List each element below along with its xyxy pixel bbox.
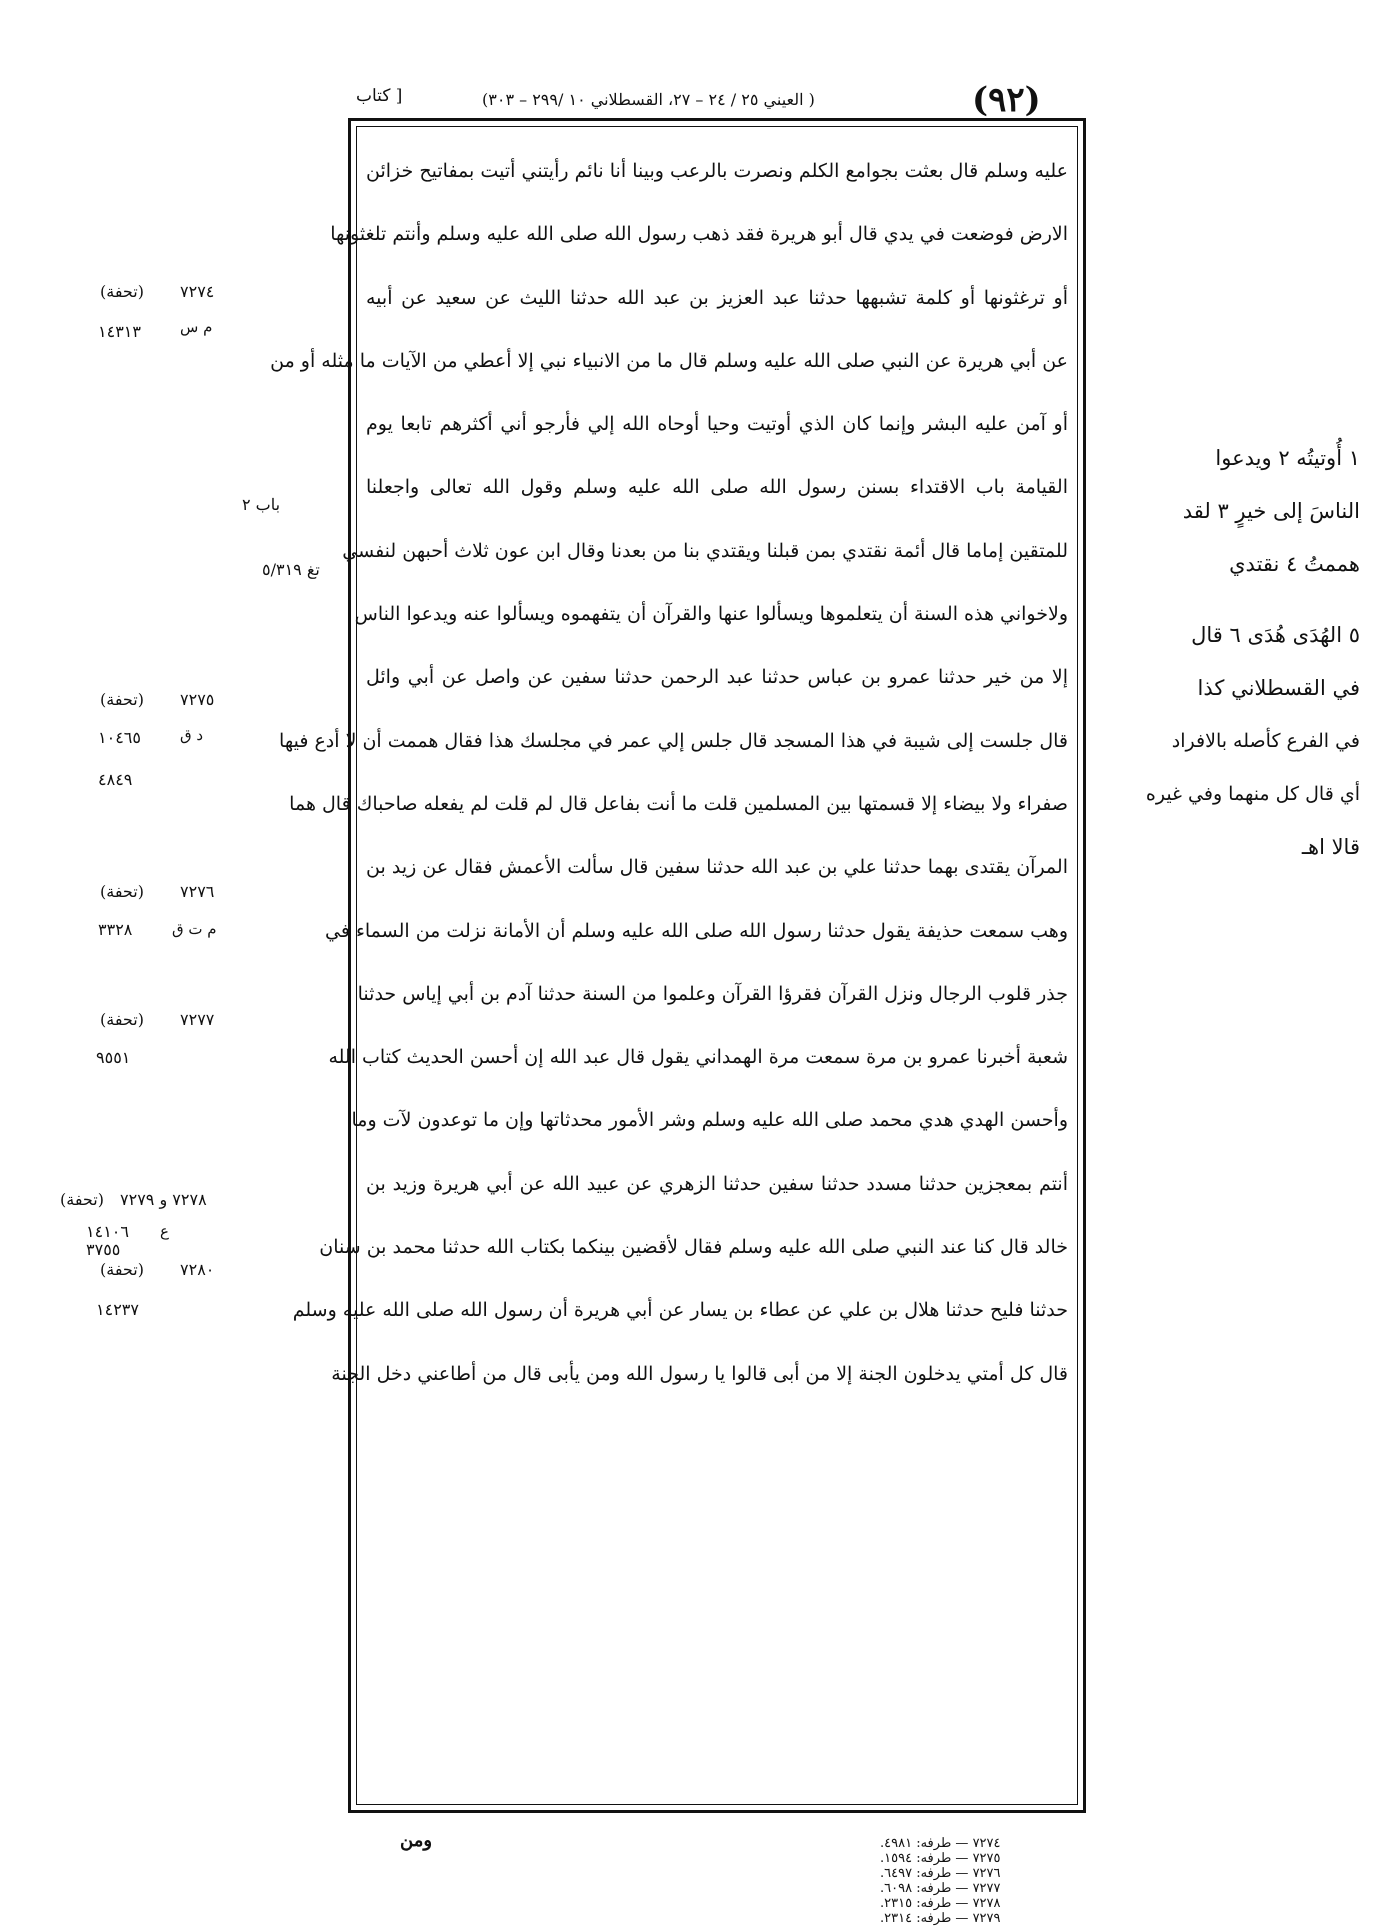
margin-code: د ق	[180, 726, 204, 744]
text-line: عليه وسلم قال بعثت بجوامع الكلم ونصرت بالرعب وبينا أنا نائم رأيتني أتيت بمفاتيح خزائن	[366, 160, 1068, 182]
margin-code-number: ٣٣٢٨	[98, 920, 133, 939]
text-line: إلا من خير حدثنا عمرو بن عباس حدثنا عبد الرحمن حدثنا سفين عن واصل عن أبي وائل	[366, 666, 1068, 689]
margin-hadith-number: ٧٢٧٤	[180, 282, 215, 301]
variant-line: في القسطلاني كذا	[1197, 676, 1360, 700]
text-line: ولاخواني هذه السنة أن يتعلموها ويسألوا عنها والقرآن أن يتفهموه ويسألوا عنه ويدعوا الناس	[354, 603, 1068, 626]
margin-tuhfa: (تحفة)	[60, 1190, 104, 1209]
margin-tuhfa: (تحفة)	[100, 690, 144, 709]
text-line: الارض فوضعت في يدي قال أبو هريرة فقد ذهب رسول الله صلى الله عليه وسلم وأنتم تلغثونها	[330, 223, 1068, 246]
margin-code-number: ٩٥٥١	[96, 1048, 131, 1067]
text-line: خالد قال كنا عند النبي صلى الله عليه وسلم فقال لأقضين بينكما بكتاب الله حدثنا محمد بن سنان	[319, 1236, 1068, 1259]
text-line: أو آمن عليه البشر وإنما كان الذي أوتيت وحيا أوحاه الله إلي فأرجو أني أكثرهم تابعا يوم	[366, 413, 1068, 436]
text-line: أو ترغثونها أو كلمة تشبهها حدثنا عبد العزيز بن عبد الله حدثنا الليث عن سعيد عن أبيه	[366, 286, 1068, 309]
margin-code-number: ١٠٤٦٥	[98, 728, 141, 747]
variant-line: أي قال كل منهما وفي غيره	[1145, 783, 1360, 805]
margin-tuhfa: (تحفة)	[100, 882, 144, 901]
margin-tuhfa: (تحفة)	[100, 282, 144, 301]
margin-extra-number: ٣٧٥٥	[86, 1240, 121, 1259]
text-line: حدثنا فليح حدثنا هلال بن علي عن عطاء بن يسار عن أبي هريرة أن رسول الله صلى الله عليه وسلم	[292, 1299, 1068, 1322]
margin-hadith-number: ٧٢٧٨ و ٧٢٧٩	[120, 1190, 207, 1209]
text-line: صفراء ولا بيضاء إلا قسمتها بين المسلمين قلت ما أنت بفاعل قال لم قلت لم يفعله صاحباك قال هما	[289, 792, 1068, 815]
variant-line: ١ أُوتيتُه ٢ ويدعوا	[1215, 446, 1360, 470]
footnote-cross-reference: ٧٢٧٤ — طرفه: ٤٩٨١.	[880, 1836, 1001, 1851]
margin-code: ع	[160, 1222, 169, 1240]
text-line: للمتقين إماما قال أئمة نقتدي بمن قبلنا ويقتدي بنا من بعدنا وقال ابن عون ثلاث أحبهن لنفسي	[342, 539, 1068, 562]
text-line: جذر قلوب الرجال ونزل القرآن فقرؤا القرآن وعلموا من السنة حدثنا آدم بن أبي إياس حدثنا	[357, 982, 1068, 1005]
margin-hadith-number: ٧٢٨٠	[180, 1260, 215, 1279]
header-reference: ( العيني ٢٥ / ٢٤ – ٢٧، القسطلاني ١٠ /٢٩٩ – ٣٠٣)	[482, 90, 815, 109]
header-book-title: [ كتاب	[356, 86, 403, 106]
footnote-cross-reference: ٧٢٧٦ — طرفه: ٦٤٩٧.	[880, 1866, 1001, 1881]
margin-code-number: ١٤٢٣٧	[96, 1300, 139, 1319]
margin-code: م ت ق	[172, 920, 217, 938]
margin-code: م س	[180, 318, 213, 336]
margin-tuhfa: (تحفة)	[100, 1260, 144, 1279]
variant-line: قالا اهـ	[1301, 835, 1360, 859]
margin-code-number: ١٤٣١٣	[98, 322, 141, 341]
footnote-cross-reference: ٧٢٧٥ — طرفه: ١٥٩٤.	[880, 1851, 1001, 1866]
margin-extra-number: ٤٨٤٩	[98, 770, 133, 789]
margin-code-number: ١٤١٠٦	[86, 1222, 129, 1241]
variant-readings	[1110, 432, 1360, 874]
variant-line: ٥ الهُدَى هُدَى ٦ قال	[1191, 623, 1360, 647]
footnote-cross-reference: ٧٢٧٩ — طرفه: ٢٣١٤.	[880, 1911, 1001, 1926]
margin-bab-label: باب ٢	[242, 495, 281, 514]
text-line: قال جلست إلى شيبة في هذا المسجد قال جلس إلي عمر في مجلسك هذا فقال هممت أن لا أدع فيها	[279, 729, 1068, 752]
text-line: المرآن يقتدى بهما حدثنا علي بن عبد الله حدثنا سفين قال سألت الأعمش فقال عن زيد بن	[366, 856, 1068, 879]
variant-line: الناسَ إلى خيرٍ ٣ لقد	[1182, 499, 1360, 523]
variant-line: في الفرع كأصله بالافراد	[1171, 730, 1360, 752]
text-line: قال كل أمتي يدخلون الجنة إلا من أبى قالوا يا رسول الله ومن يأبى قال من أطاعني دخل الجنة	[331, 1362, 1068, 1385]
margin-taghliq-label: تغ ٥/٣١٩	[262, 560, 320, 579]
footnote-cross-reference: ٧٢٧٨ — طرفه: ٢٣١٥.	[880, 1896, 1001, 1911]
text-line: القيامة باب الاقتداء بسنن رسول الله صلى الله عليه وسلم وقول الله تعالى واجعلنا	[366, 476, 1068, 499]
text-line: عن أبي هريرة عن النبي صلى الله عليه وسلم قال ما من الانبياء نبي إلا أعطي من الآيات ما مثله أو من	[270, 349, 1068, 372]
text-line: أنتم بمعجزين حدثنا مسدد حدثنا سفين حدثنا الزهري عن عبيد الله عن أبي هريرة وزيد بن	[366, 1172, 1068, 1195]
margin-tuhfa: (تحفة)	[100, 1010, 144, 1029]
catchword: ومن	[400, 1830, 433, 1851]
margin-hadith-number: ٧٢٧٧	[180, 1010, 215, 1029]
footnote-cross-reference: ٧٢٧٧ — طرفه: ٦٠٩٨.	[880, 1881, 1001, 1896]
text-line: شعبة أخبرنا عمرو بن مرة سمعت مرة الهمداني يقول قال عبد الله إن أحسن الحديث كتاب الله	[328, 1046, 1068, 1069]
text-line: وهب سمعت حذيفة يقول حدثنا رسول الله صلى الله عليه وسلم أن الأمانة نزلت من السماء في	[325, 919, 1068, 942]
page-number: (٩٢)	[972, 80, 1041, 120]
variant-line: هممتُ ٤ نقتدي	[1229, 552, 1360, 576]
text-line: وأحسن الهدي هدي محمد صلى الله عليه وسلم وشر الأمور محدثاتها وإن ما توعدون لآت وما	[351, 1109, 1068, 1132]
margin-hadith-number: ٧٢٧٥	[180, 690, 215, 709]
margin-hadith-number: ٧٢٧٦	[180, 882, 215, 901]
